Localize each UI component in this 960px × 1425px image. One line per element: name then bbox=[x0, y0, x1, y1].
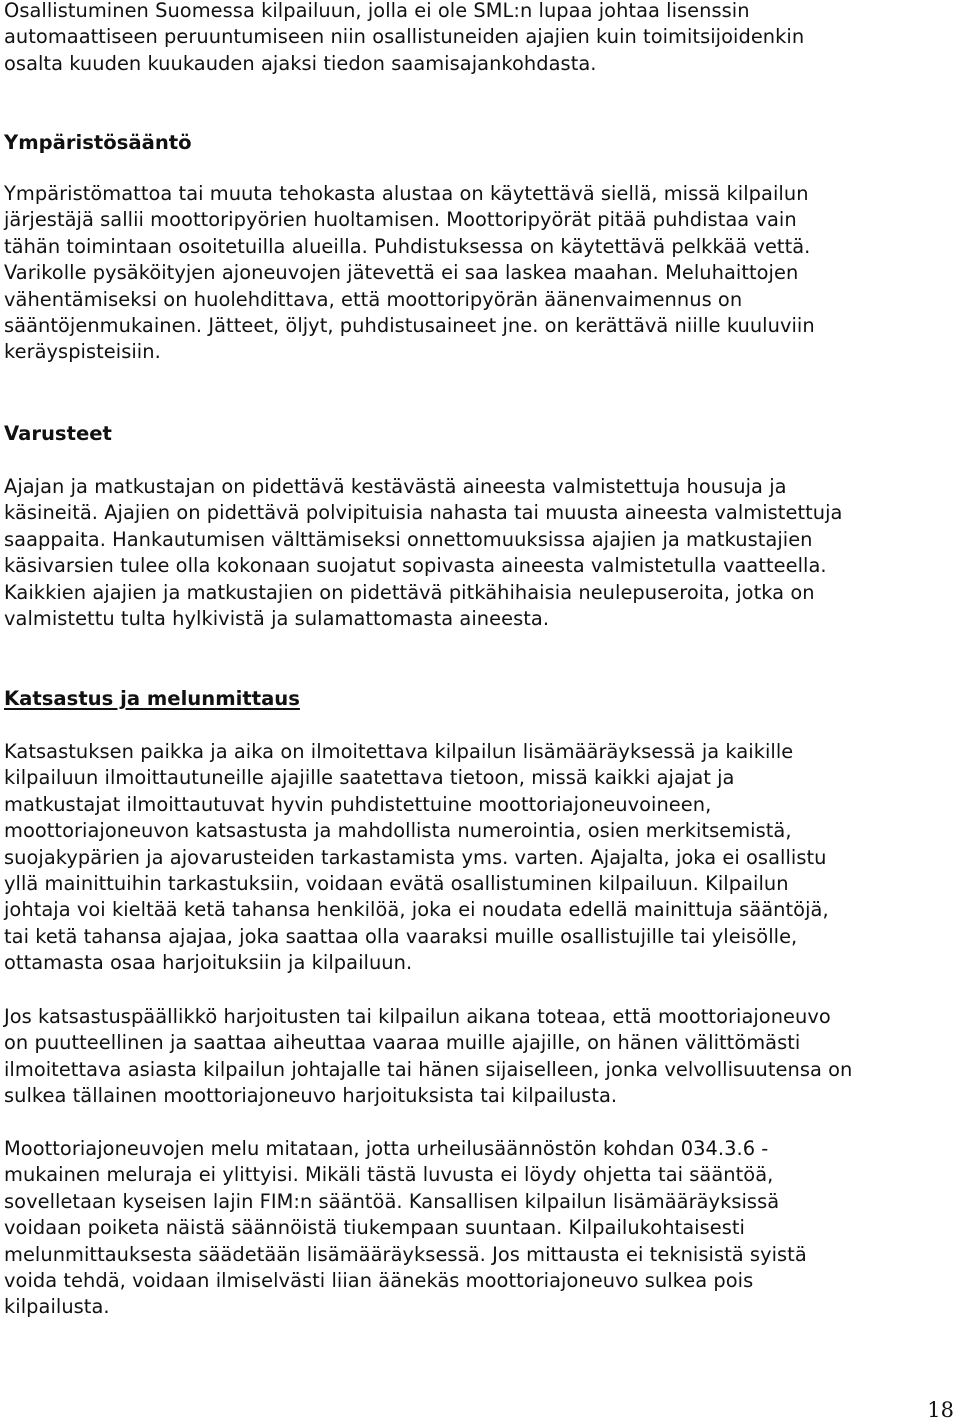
text-line: automaattiseen peruuntumiseen niin osallistuneiden ajajien kuin toimitsijoidenkin bbox=[4, 25, 805, 49]
katsastus-paragraph-2 bbox=[4, 1004, 852, 1110]
text-line: Jos katsastuspäällikkö harjoitusten tai kilpailun aikana toteaa, että moottoriajoneuvo bbox=[4, 1005, 831, 1028]
ymparisto-paragraph bbox=[4, 181, 815, 366]
text-line: vähentämiseksi on huolehdittava, että moottoripyörän äänenvaimennus on bbox=[4, 287, 743, 311]
katsastus-paragraph-1 bbox=[4, 739, 829, 977]
page-number: 18 bbox=[927, 1398, 954, 1422]
text-line: suojakypärien ja ajovarusteiden tarkastamista yms. varten. Ajajalta, joka ei osallistu bbox=[4, 845, 827, 869]
text-line: voida tehdä, voidaan ilmiselvästi liian äänekäs moottoriajoneuvo sulkea pois bbox=[4, 1269, 754, 1293]
text-line: ottamasta osaa harjoituksiin ja kilpailuun. bbox=[4, 951, 413, 975]
text-line: keräyspisteisiin. bbox=[4, 340, 161, 364]
text-line: sovelletaan kyseisen lajin FIM:n sääntöä. Kansallisen kilpailun lisämääräyksissä bbox=[4, 1189, 780, 1213]
text-line: tähän toimintaan osoitetuilla alueilla. Puhdistuksessa on käytettävä pelkkää vettä. bbox=[4, 234, 811, 258]
text-line: voidaan poiketa näistä säännöistä tiukempaan suuntaan. Kilpailukohtaisesti bbox=[4, 1216, 745, 1240]
section-heading-varusteet: Varusteet bbox=[4, 422, 112, 445]
text-line: on puutteellinen ja saattaa aiheuttaa vaaraa muille ajajille, on hänen välittömästi bbox=[4, 1031, 801, 1055]
text-line: matkustajat ilmoittautuvat hyvin puhdistettuine moottoriajoneuvoineen, bbox=[4, 792, 712, 816]
text-line: Ympäristömattoa tai muuta tehokasta alustaa on käytettävä siellä, missä kilpailun bbox=[4, 182, 809, 205]
text-line: käsineitä. Ajajien on pidettävä polvipituisia nahasta tai muusta aineesta valmistettuja bbox=[4, 501, 843, 525]
text-line: Ajajan ja matkustajan on pidettävä kestävästä aineesta valmistettuja housuja ja bbox=[4, 475, 787, 498]
text-line: osalta kuuden kuukauden ajaksi tiedon saamisajankohdasta. bbox=[4, 51, 597, 75]
text-line: moottoriajoneuvon katsastusta ja mahdollista numerointia, osien merkitsemistä, bbox=[4, 819, 792, 843]
text-line: saappaita. Hankautumisen välttämiseksi onnettomuuksissa ajajien ja matkustajien bbox=[4, 527, 813, 551]
text-line: Osallistuminen Suomessa kilpailuun, jolla ei ole SML:n lupaa johtaa lisenssin bbox=[4, 0, 750, 22]
text-line: käsivarsien tulee olla kokonaan suojatut sopivasta aineesta valmistetulla vaatteella. bbox=[4, 554, 827, 578]
text-line: ilmoitettava asiasta kilpailun johtajalle tai hänen sijaiselleen, jonka velvollisuutensa on bbox=[4, 1057, 853, 1081]
section-heading-katsastus: Katsastus ja melunmittaus bbox=[4, 687, 300, 710]
text-line: kilpailuun ilmoittautuneille ajajille saatettava tietoon, missä kaikki ajajat ja bbox=[4, 766, 735, 790]
varusteet-paragraph bbox=[4, 474, 842, 632]
text-line: tai ketä tahansa ajajaa, joka saattaa olla vaaraksi muille osallistujille tai yleisölle, bbox=[4, 924, 798, 948]
text-line: valmistettu tulta hylkivistä ja sulamattomasta aineesta. bbox=[4, 607, 550, 631]
text-line: yllä mainittuihin tarkastuksiin, voidaan evätä osallistuminen kilpailuun. Kilpailun bbox=[4, 872, 789, 896]
text-line: Varikolle pysäköityjen ajoneuvojen jätevettä ei saa laskea maahan. Meluhaittojen bbox=[4, 261, 799, 285]
text-line: Moottoriajoneuvojen melu mitataan, jotta urheilusäännöstön kohdan 034.3.6 - bbox=[4, 1137, 769, 1160]
text-line: melunmittauksesta säädetään lisämääräyksessä. Jos mittausta ei teknisistä syistä bbox=[4, 1242, 807, 1266]
text-line: Kaikkien ajajien ja matkustajien on pidettävä pitkähihaisia neulepuseroita, jotka on bbox=[4, 580, 815, 604]
katsastus-paragraph-3 bbox=[4, 1136, 807, 1321]
text-line: Katsastuksen paikka ja aika on ilmoitettava kilpailun lisämääräyksessä ja kaikille bbox=[4, 740, 794, 763]
text-line: kilpailusta. bbox=[4, 1295, 110, 1319]
section-heading-ymparistosaanto: Ympäristösääntö bbox=[4, 131, 192, 154]
intro-paragraph bbox=[4, 0, 804, 77]
text-line: järjestäjä sallii moottoripyörien huoltamisen. Moottoripyörät pitää puhdistaa vain bbox=[4, 208, 797, 232]
text-line: mukainen meluraja ei ylittyisi. Mikäli tästä luvusta ei löydy ohjetta tai sääntöä, bbox=[4, 1163, 774, 1187]
text-line: johtaja voi kieltää ketä tahansa henkilöä, joka ei noudata edellä mainittuja sääntöjä, bbox=[4, 898, 829, 922]
text-line: sulkea tällainen moottoriajoneuvo harjoituksista tai kilpailusta. bbox=[4, 1084, 618, 1108]
text-line: sääntöjenmukainen. Jätteet, öljyt, puhdistusaineet jne. on kerättävä niille kuuluviin bbox=[4, 314, 815, 338]
